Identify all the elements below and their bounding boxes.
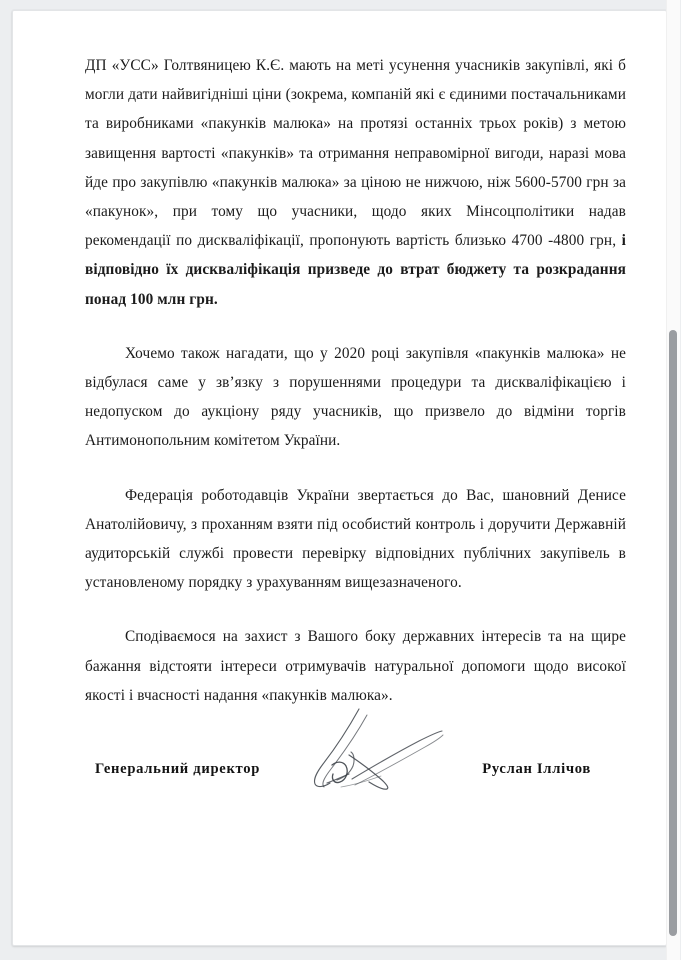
paragraph-3-run-1: Федерація роботодавців України звертається до Вас, шановний Денисе Анатолійовичу, з проханням взяти під особистий контроль і доручити Державній аудиторській службі провести перевірку відповідних публічних закупівель в установленому порядку з урахуванням вищезазначеного. [85,486,626,592]
vertical-scrollbar-thumb[interactable] [669,330,677,936]
paragraph-1 [85,51,626,314]
paragraph-2 [85,339,626,456]
vertical-scrollbar-track[interactable] [666,0,680,960]
signature-name: Руслан Іллічов [482,761,591,777]
signature-block [85,711,626,801]
paragraph-1-run-2-bold: і відповідно їх дискваліфікація призведе до втрат бюджету та розкрадання понад 100 млн грн. [85,232,626,308]
paragraph-4 [85,622,626,710]
document-page [12,10,667,946]
paragraph-4-run-1: Сподіваємося на захист з Вашого боку державних інтересів та на щире бажання відстояти інтереси отримувачів натуральної допомоги щодо високої якості і вчасності надання «пакунків малюка». [85,628,626,704]
document-text-body [85,51,626,710]
handwritten-signature-icon [297,703,447,798]
paragraph-1-run-1: ДП «УСС» Голтвяницею К.Є. мають на меті усунення учасників закупівлі, які б могли дати найвигідніші ціни (зокрема, компаній які є єдиними постачальниками та виробниками «пакунків малюка» на протязі останніх трьох років) з метою завищення вартості «пакунків» та отримання неправомірної вигоди, наразі мова йде про закупівлю «пакунків малюка» за ціною не нижчою, ніж 5600-5700 грн за «пакунок», при тому що учасники, щодо яких Мінсоцполітики надав рекомендації по дискваліфікації, пропонують вартість близько 4700 -4800 грн, [85,57,626,250]
paragraph-2-run-1: Хочемо також нагадати, що у 2020 році закупівля «пакунків малюка» не відбулася саме у зв’язку з порушеннями процедури та дискваліфікацією і недопуском до аукціону ряду учасників, що призвело до відміни торгів Антимонопольним комітетом України. [85,344,626,450]
signature-row [85,761,626,778]
paragraph-3 [85,481,626,598]
signature-title: Генеральний директор [95,761,261,777]
